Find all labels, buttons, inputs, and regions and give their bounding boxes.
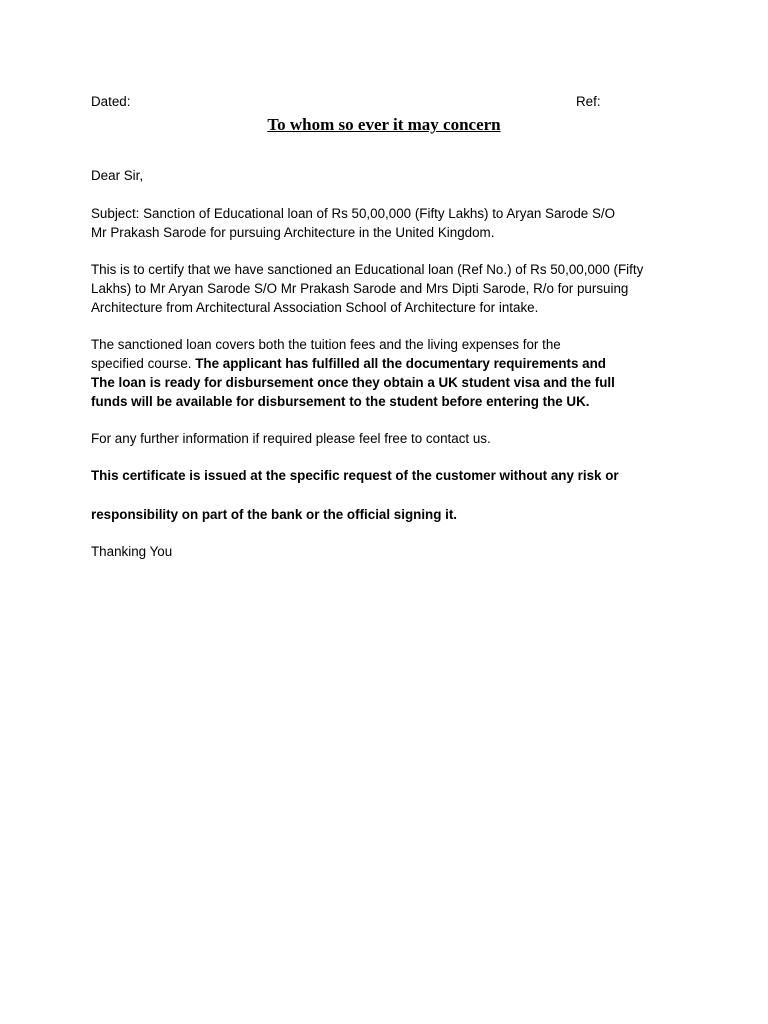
subject-line-1: Subject: Sanction of Educational loan of Rs 50,00,000 (Fifty Lakhs) to Aryan Sarode S/O [91,206,616,221]
coverage-line-2-regular: specified course. [91,356,192,371]
further-info-paragraph: For any further information if required please feel free to contact us. [91,431,491,446]
dated-label: Dated: [91,94,131,109]
disclaimer-line-1: This certificate is issued at the specific request of the customer without any risk or [91,468,619,483]
ref-label: Ref: [576,94,601,109]
certification-paragraph [91,260,681,317]
coverage-line-3: The loan is ready for disbursement once they obtain a UK student visa and the full [91,375,615,390]
subject-paragraph [91,204,681,242]
coverage-line-4: funds will be available for disbursement to the student before entering the UK. [91,394,590,409]
coverage-line-2 [91,354,681,373]
disclaimer-line-2: responsibility on part of the bank or the official signing it. [91,507,458,522]
closing-text: Thanking You [91,544,173,559]
letter-header [91,92,611,111]
salutation: Dear Sir, [91,168,144,183]
coverage-line-1: The sanctioned loan covers both the tuition fees and the living expenses for the [91,337,561,352]
letter-title: To whom so ever it may concern [267,115,501,134]
certification-line-2: Lakhs) to Mr Aryan Sarode S/O Mr Prakash Sarode and Mrs Dipti Sarode, R/o for pursuing [91,281,629,296]
loan-coverage-paragraph [91,335,681,411]
certification-line-1: This is to certify that we have sanctioned an Educational loan (Ref No.) of Rs 50,00,000 (Fifty [91,262,644,277]
certification-line-3: Architecture from Architectural Association School of Architecture for intake. [91,300,539,315]
coverage-line-2-bold: The applicant has fulfilled all the documentary requirements and [195,356,606,371]
subject-line-2: Mr Prakash Sarode for pursuing Architecture in the United Kingdom. [91,225,495,240]
